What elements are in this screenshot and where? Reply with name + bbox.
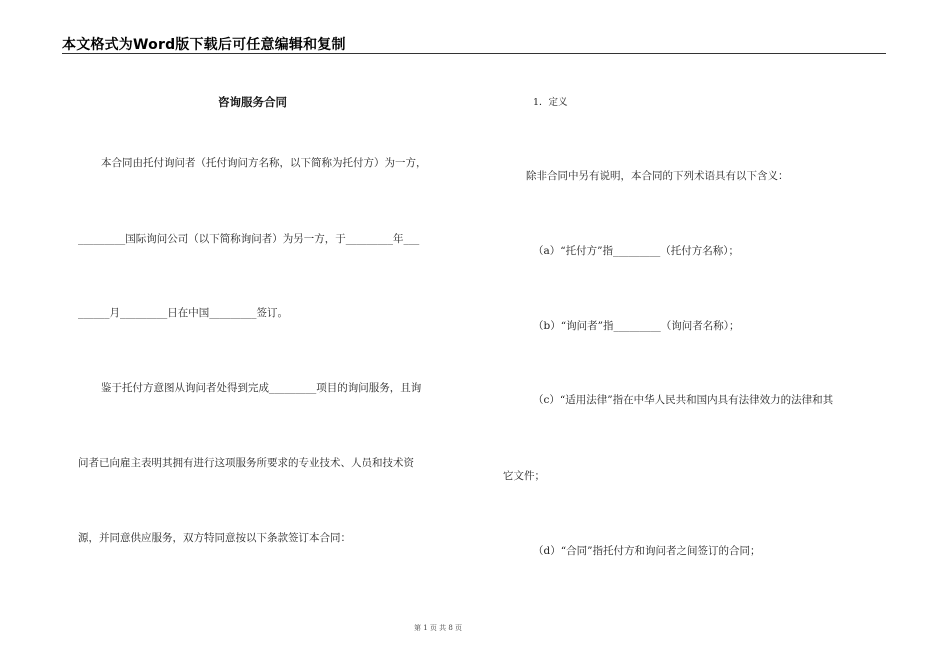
definition-item-c-continued: 它文件； bbox=[503, 470, 545, 482]
header-divider bbox=[62, 53, 886, 54]
document-header-banner: 本文格式为Word版下载后可任意编辑和复制 bbox=[62, 37, 346, 53]
section-heading-definitions: 1．定义 bbox=[533, 97, 568, 108]
page-title: 咨询服务合同 bbox=[218, 95, 287, 109]
page-number-footer: 第 1 页 共 8 页 bbox=[414, 624, 463, 632]
definitions-intro: 除非合同中另有说明，本合同的下列术语具有以下含义： bbox=[526, 170, 789, 182]
definition-item-a: （a）“托付方”指_________（托付方名称）； bbox=[533, 245, 739, 257]
left-paragraph-line-3: ______月_________日在中国_________签订。 bbox=[78, 307, 288, 319]
definition-item-b: （b）“询问者”指_________（询问者名称）； bbox=[533, 320, 740, 332]
left-paragraph-line-5: 问者已向雇主表明其拥有进行这项服务所要求的专业技术、人员和技术资 bbox=[78, 457, 414, 469]
left-paragraph-line-4: 鉴于托付方意图从询问者处得到完成_________项目的询问服务，且询 bbox=[101, 382, 422, 394]
definition-item-d: （d）“合同”指托付方和询问者之间签订的合同； bbox=[533, 545, 761, 557]
definition-item-c: （c）“适用法律”指在中华人民共和国内具有法律效力的法律和其 bbox=[533, 394, 834, 406]
left-paragraph-line-1: 本合同由托付询问者（托付询问方名称，以下简称为托付方）为一方， bbox=[101, 157, 427, 169]
left-paragraph-line-2: _________国际询问公司（以下简称询问者）为另一方，于_________年___ bbox=[78, 233, 420, 245]
left-paragraph-line-6: 源，并同意供应服务，双方特同意按以下条款签订本合同： bbox=[78, 532, 351, 544]
